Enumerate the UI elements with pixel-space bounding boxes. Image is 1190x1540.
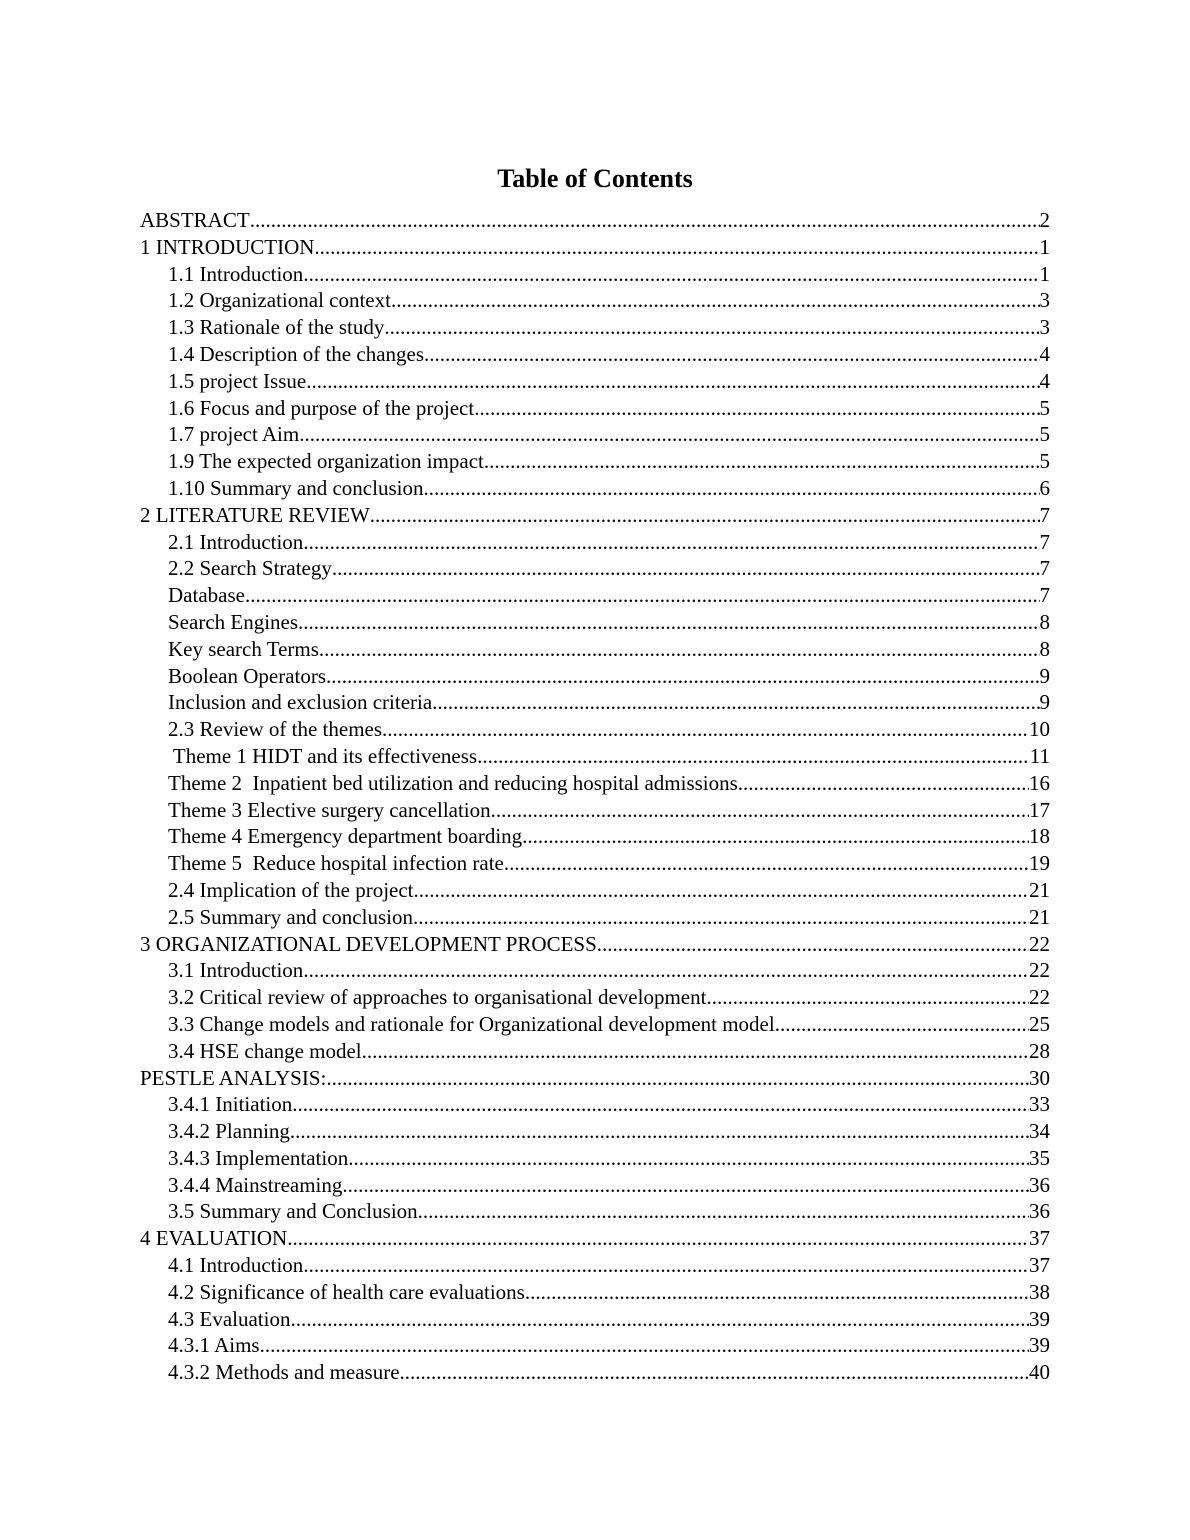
toc-entry[interactable]	[140, 1225, 1050, 1252]
dot-leader	[418, 1198, 1029, 1225]
toc-entry-page-number: 18	[1029, 824, 1050, 849]
dot-leader	[298, 609, 1039, 636]
toc-entry-page-number: 39	[1029, 1306, 1050, 1331]
toc-list	[140, 207, 1050, 1386]
toc-entry-page-number: 19	[1029, 851, 1050, 876]
dot-leader	[370, 502, 1040, 529]
toc-entry-page-number: 3	[1039, 288, 1050, 313]
toc-entry-title: 3.4.3 Implementation	[168, 1145, 349, 1170]
toc-entry-title: Theme 5 Reduce hospital infection rate	[168, 851, 504, 876]
dot-leader	[484, 448, 1040, 475]
dot-leader	[303, 261, 1039, 288]
toc-entry-page-number: 4	[1039, 341, 1050, 366]
toc-entry-page-number: 25	[1029, 1011, 1050, 1036]
toc-entry[interactable]	[140, 1145, 1050, 1172]
dot-leader	[424, 341, 1039, 368]
toc-entry[interactable]	[140, 287, 1050, 314]
dot-leader	[362, 1038, 1029, 1065]
toc-entry-page-number: 5	[1039, 422, 1050, 447]
toc-entry[interactable]	[140, 555, 1050, 582]
dot-leader	[250, 207, 1040, 234]
toc-entry-title: 4 EVALUATION	[140, 1226, 288, 1251]
toc-entry-page-number: 37	[1029, 1253, 1050, 1278]
toc-entry[interactable]	[140, 1332, 1050, 1359]
dot-leader	[400, 1359, 1029, 1386]
toc-entry-title: 1.7 project Aim	[168, 422, 300, 447]
toc-entry-title: PESTLE ANALYSIS:	[140, 1065, 327, 1090]
dot-leader	[391, 287, 1040, 314]
toc-entry[interactable]	[140, 1359, 1050, 1386]
toc-entry[interactable]	[140, 368, 1050, 395]
dot-leader	[292, 1091, 1029, 1118]
toc-entry-title: 1.2 Organizational context	[168, 288, 391, 313]
toc-entry[interactable]	[140, 823, 1050, 850]
dot-leader	[290, 1118, 1029, 1145]
toc-entry[interactable]	[140, 1038, 1050, 1065]
toc-entry-page-number: 9	[1039, 663, 1050, 688]
toc-entry-title: 3.2 Critical review of approaches to organisational development	[168, 985, 707, 1010]
toc-entry-title: 4.3.2 Methods and measure	[168, 1360, 400, 1385]
toc-entry-page-number: 7	[1039, 556, 1050, 581]
toc-entry-page-number: 5	[1039, 449, 1050, 474]
toc-entry-page-number: 39	[1029, 1333, 1050, 1358]
dot-leader	[287, 1225, 1029, 1252]
toc-entry[interactable]	[140, 475, 1050, 502]
toc-entry[interactable]	[140, 529, 1050, 556]
dot-leader	[597, 931, 1029, 958]
dot-leader	[491, 797, 1029, 824]
toc-entry[interactable]	[140, 1279, 1050, 1306]
toc-entry[interactable]	[140, 1091, 1050, 1118]
toc-entry-title: 1.3 Rationale of the study	[168, 315, 385, 340]
toc-entry-title: 3.4.2 Planning	[168, 1119, 290, 1144]
dot-leader	[706, 984, 1029, 1011]
dot-leader	[423, 475, 1039, 502]
dot-leader	[326, 663, 1039, 690]
toc-entry-title: 1.1 Introduction	[168, 261, 304, 286]
toc-entry[interactable]	[140, 1065, 1050, 1092]
toc-entry-page-number: 9	[1039, 690, 1050, 715]
toc-entry-title: Theme 4 Emergency department boarding	[168, 824, 523, 849]
toc-entry-title: 2.2 Search Strategy	[168, 556, 332, 581]
toc-entry-page-number: 22	[1029, 931, 1050, 956]
toc-entry[interactable]	[140, 770, 1050, 797]
toc-entry-title: ABSTRACT	[140, 208, 250, 232]
toc-entry-page-number: 6	[1039, 475, 1050, 500]
toc-entry[interactable]	[140, 341, 1050, 368]
toc-entry-title: 1.9 The expected organization impact	[168, 449, 484, 474]
toc-entry-title: 3.4.1 Initiation	[168, 1092, 293, 1117]
dot-leader	[319, 636, 1040, 663]
toc-entry-page-number: 34	[1029, 1119, 1050, 1144]
toc-entry[interactable]	[140, 1306, 1050, 1333]
toc-entry[interactable]	[140, 1172, 1050, 1199]
toc-entry[interactable]	[140, 636, 1050, 663]
toc-entry[interactable]	[140, 931, 1050, 958]
dot-leader	[348, 1145, 1029, 1172]
toc-entry[interactable]	[140, 663, 1050, 690]
dot-leader	[738, 770, 1029, 797]
toc-entry-title: 4.3.1 Aims	[168, 1333, 260, 1358]
dot-leader	[260, 1332, 1029, 1359]
dot-leader	[306, 368, 1039, 395]
toc-entry-page-number: 36	[1029, 1199, 1050, 1224]
toc-entry[interactable]	[140, 609, 1050, 636]
toc-entry-title: 3 ORGANIZATIONAL DEVELOPMENT PROCESS	[140, 931, 597, 956]
toc-entry[interactable]	[140, 904, 1050, 931]
toc-entry-title: 2.1 Introduction	[168, 529, 304, 554]
toc-entry-title: 3.3 Change models and rationale for Organizational development model	[168, 1011, 775, 1036]
toc-entry-title: 1 INTRODUCTION	[140, 234, 315, 259]
toc-entry-page-number: 22	[1029, 958, 1050, 983]
toc-entry-page-number: 22	[1029, 985, 1050, 1010]
dot-leader	[314, 234, 1039, 261]
toc-entry-title: Boolean Operators	[168, 663, 327, 688]
toc-entry-title: Theme 1 HIDT and its effectiveness	[168, 743, 478, 768]
toc-entry-title: 3.4 HSE change model	[168, 1038, 362, 1063]
toc-entry[interactable]	[140, 716, 1050, 743]
toc-entry-page-number: 11	[1029, 743, 1050, 768]
dot-leader	[432, 689, 1039, 716]
toc-entry-page-number: 16	[1029, 770, 1050, 795]
toc-entry[interactable]	[140, 797, 1050, 824]
toc-entry[interactable]	[140, 448, 1050, 475]
dot-leader	[413, 904, 1029, 931]
toc-entry[interactable]	[140, 1118, 1050, 1145]
toc-entry-page-number: 8	[1039, 609, 1050, 634]
toc-entry-title: 2 LITERATURE REVIEW	[140, 502, 370, 527]
toc-entry[interactable]	[140, 582, 1050, 609]
toc-entry-title: 4.1 Introduction	[168, 1253, 304, 1278]
dot-leader	[504, 850, 1029, 877]
toc-entry-page-number: 36	[1029, 1172, 1050, 1197]
toc-entry-page-number: 7	[1039, 583, 1050, 608]
toc-entry[interactable]	[140, 314, 1050, 341]
dot-leader	[384, 314, 1039, 341]
toc-entry-title: 4.3 Evaluation	[168, 1306, 291, 1331]
toc-entry-title: Search Engines	[168, 609, 299, 634]
toc-entry[interactable]	[140, 877, 1050, 904]
toc-entry-title: Inclusion and exclusion criteria	[168, 690, 433, 715]
toc-entry-page-number: 1	[1039, 234, 1050, 259]
dot-leader	[303, 957, 1029, 984]
toc-entry-page-number: 21	[1029, 877, 1050, 902]
toc-entry[interactable]	[140, 502, 1050, 529]
toc-entry-title: 1.4 Description of the changes	[168, 341, 425, 366]
toc-entry-title: 1.6 Focus and purpose of the project	[168, 395, 475, 420]
dot-leader	[414, 877, 1029, 904]
dot-leader	[245, 582, 1040, 609]
toc-entry-page-number: 21	[1029, 904, 1050, 929]
toc-entry[interactable]	[140, 984, 1050, 1011]
dot-leader	[474, 395, 1039, 422]
toc-title: Table of Contents	[497, 164, 693, 193]
toc-entry[interactable]	[140, 1198, 1050, 1225]
toc-entry[interactable]	[140, 234, 1050, 261]
toc-entry-page-number: 10	[1029, 717, 1050, 742]
toc-entry-page-number: 7	[1039, 502, 1050, 527]
toc-entry[interactable]	[140, 421, 1050, 448]
toc-entry-page-number: 1	[1039, 261, 1050, 286]
dot-leader	[303, 529, 1039, 556]
toc-entry-page-number: 30	[1029, 1065, 1050, 1090]
dot-leader	[525, 1279, 1029, 1306]
toc-entry-title: 3.1 Introduction	[168, 958, 304, 983]
toc-entry-title: Theme 3 Elective surgery cancellation	[168, 797, 491, 822]
toc-entry-page-number: 5	[1039, 395, 1050, 420]
toc-entry-page-number: 38	[1029, 1279, 1050, 1304]
toc-entry-page-number: 8	[1039, 636, 1050, 661]
toc-entry[interactable]	[140, 743, 1050, 770]
toc-entry-page-number: 17	[1029, 797, 1050, 822]
dot-leader	[477, 743, 1030, 770]
toc-entry-title: Key search Terms	[168, 636, 319, 661]
dot-leader	[299, 421, 1039, 448]
toc-entry-page-number: 35	[1029, 1145, 1050, 1170]
toc-entry[interactable]	[140, 1252, 1050, 1279]
toc-entry[interactable]	[140, 689, 1050, 716]
toc-entry-title: 2.4 Implication of the project	[168, 877, 414, 902]
toc-entry-page-number: 3	[1039, 315, 1050, 340]
toc-entry-page-number: 40	[1029, 1360, 1050, 1385]
toc-entry-title: 3.4.4 Mainstreaming	[168, 1172, 343, 1197]
toc-entry[interactable]	[140, 957, 1050, 984]
toc-entry-title: 4.2 Significance of health care evaluations	[168, 1279, 525, 1304]
toc-entry-title: Database	[168, 583, 245, 608]
dot-leader	[303, 1252, 1029, 1279]
dot-leader	[290, 1306, 1029, 1333]
dot-leader	[522, 823, 1029, 850]
dot-leader	[382, 716, 1029, 743]
toc-entry-title: 1.5 project Issue	[168, 368, 307, 393]
toc-entry-page-number: 4	[1039, 368, 1050, 393]
toc-entry[interactable]	[140, 850, 1050, 877]
dot-leader	[342, 1172, 1029, 1199]
toc-entry-title: 3.5 Summary and Conclusion	[168, 1199, 418, 1224]
toc-entry[interactable]	[140, 1011, 1050, 1038]
toc-entry[interactable]	[140, 261, 1050, 288]
toc-entry-page-number: 2	[1039, 208, 1050, 232]
toc-entry-title: Theme 2 Inpatient bed utilization and reducing hospital admissions	[168, 770, 738, 795]
toc-entry[interactable]	[140, 207, 1050, 234]
toc-entry-page-number: 7	[1039, 529, 1050, 554]
toc-entry-title: 2.3 Review of the themes	[168, 717, 383, 742]
toc-entry-page-number: 33	[1029, 1092, 1050, 1117]
dot-leader	[326, 1065, 1029, 1092]
toc-entry-page-number: 28	[1029, 1038, 1050, 1063]
toc-entry-page-number: 37	[1029, 1226, 1050, 1251]
dot-leader	[775, 1011, 1029, 1038]
toc-entry-title: 1.10 Summary and conclusion	[168, 475, 424, 500]
toc-entry[interactable]	[140, 395, 1050, 422]
dot-leader	[332, 555, 1040, 582]
toc-entry-title: 2.5 Summary and conclusion	[168, 904, 413, 929]
